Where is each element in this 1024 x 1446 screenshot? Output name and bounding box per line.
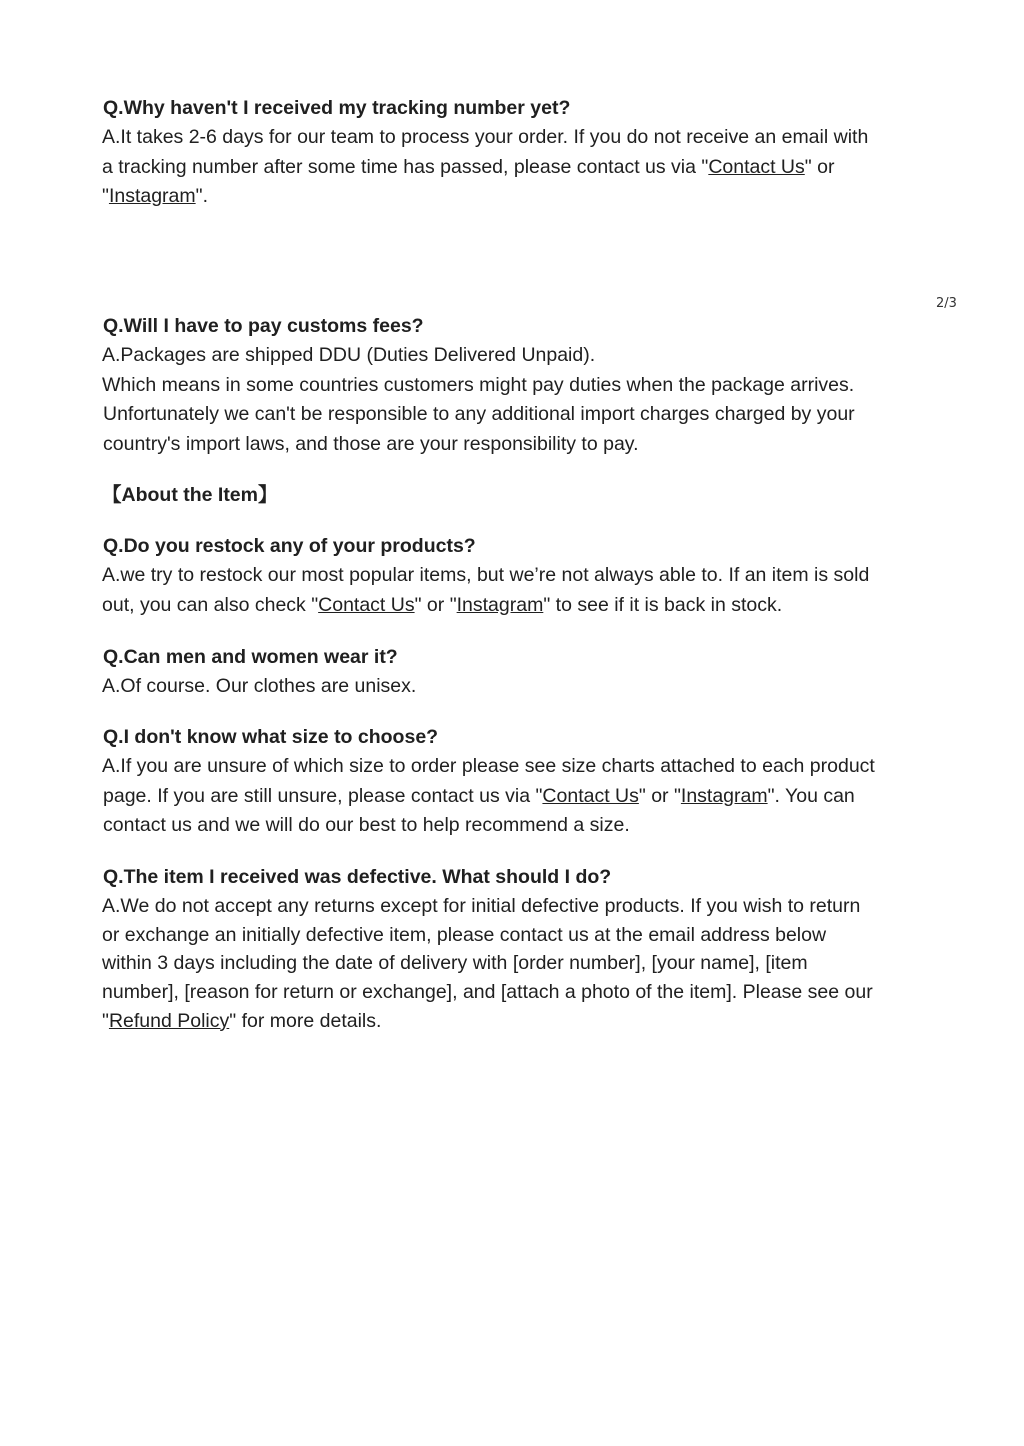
question-customs-fees: Q.Will I have to pay customs fees? [103, 315, 424, 337]
question-size: Q.I don't know what size to choose? [103, 726, 439, 748]
instagram-link[interactable]: Instagram [108, 185, 196, 207]
instagram-link[interactable]: Instagram [680, 784, 768, 807]
answer-text: Which means in some countries customers might pay duties when the package arrives. [102, 373, 855, 396]
faq-tracking-number [102, 94, 932, 212]
answer-defective [102, 892, 932, 1036]
answer-text: or exchange an initially defective item, please contact us at the email address below [102, 923, 827, 946]
faq-size [102, 723, 932, 841]
answer-text: " for more details. [229, 1009, 382, 1032]
question-defective: Q.The item I received was defective. What should I do? [103, 866, 612, 888]
faq-customs-fees [102, 312, 932, 459]
answer-text: " to see if it is back in stock. [543, 593, 783, 616]
contact-us-link[interactable]: Contact Us [318, 593, 415, 616]
section-about-item [102, 481, 932, 510]
answer-text: page. If you are still unsure, please contact us via " [103, 784, 543, 807]
answer-text: " or [804, 155, 835, 178]
answer-text: out, you can also check " [102, 593, 319, 616]
answer-text: " or " [414, 593, 457, 616]
answer-text: a tracking number after some time has passed, please contact us via " [102, 155, 709, 178]
question-restock: Q.Do you restock any of your products? [103, 535, 476, 557]
answer-text: contact us and we will do our best to help recommend a size. [103, 814, 630, 836]
contact-us-link[interactable]: Contact Us [708, 155, 805, 178]
answer-text: country's import laws, and those are your responsibility to pay. [103, 432, 639, 455]
question-tracking-number: Q.Why haven't I received my tracking number yet? [103, 97, 571, 119]
answer-size [102, 752, 932, 841]
answer-text: A.It takes 2-6 days for our team to process your order. If you do not receive an email with [102, 126, 869, 148]
answer-text: A.Of course. Our clothes are unisex. [102, 675, 417, 697]
answer-text: " [102, 185, 109, 207]
answer-text: " or " [638, 784, 681, 807]
faq-unisex [102, 643, 932, 702]
answer-text: A.we try to restock our most popular items, but we’re not always able to. If an item is sold [102, 564, 870, 586]
refund-policy-link[interactable]: Refund Policy [108, 1009, 230, 1032]
faq-restock [102, 532, 932, 620]
page-number: 2/3 [936, 296, 957, 311]
answer-customs-fees [102, 341, 932, 459]
answer-text: A.Packages are shipped DDU (Duties Delivered Unpaid). [102, 344, 596, 366]
answer-text: within 3 days including the date of delivery with [order number], [your name], [item [102, 952, 808, 975]
instagram-link[interactable]: Instagram [456, 593, 544, 616]
answer-text: " [102, 1009, 109, 1032]
answer-text: number], [reason for return or exchange], and [attach a photo of the item]. Please see our [102, 981, 873, 1004]
answer-tracking-number [102, 123, 932, 212]
faq-defective [102, 863, 932, 1036]
answer-restock [102, 561, 932, 620]
answer-text: A.If you are unsure of which size to order please see size charts attached to each product [102, 755, 875, 777]
question-unisex: Q.Can men and women wear it? [103, 646, 398, 668]
answer-text: Unfortunately we can't be responsible to any additional import charges charged by your [103, 403, 855, 425]
answer-text: ". You can [767, 784, 855, 807]
answer-unisex [102, 672, 932, 702]
answer-text: A.We do not accept any returns except for initial defective products. If you wish to return [102, 895, 861, 917]
answer-text: ". [195, 185, 208, 207]
section-title: 【About the Item】 [102, 484, 278, 506]
contact-us-link[interactable]: Contact Us [542, 784, 639, 807]
